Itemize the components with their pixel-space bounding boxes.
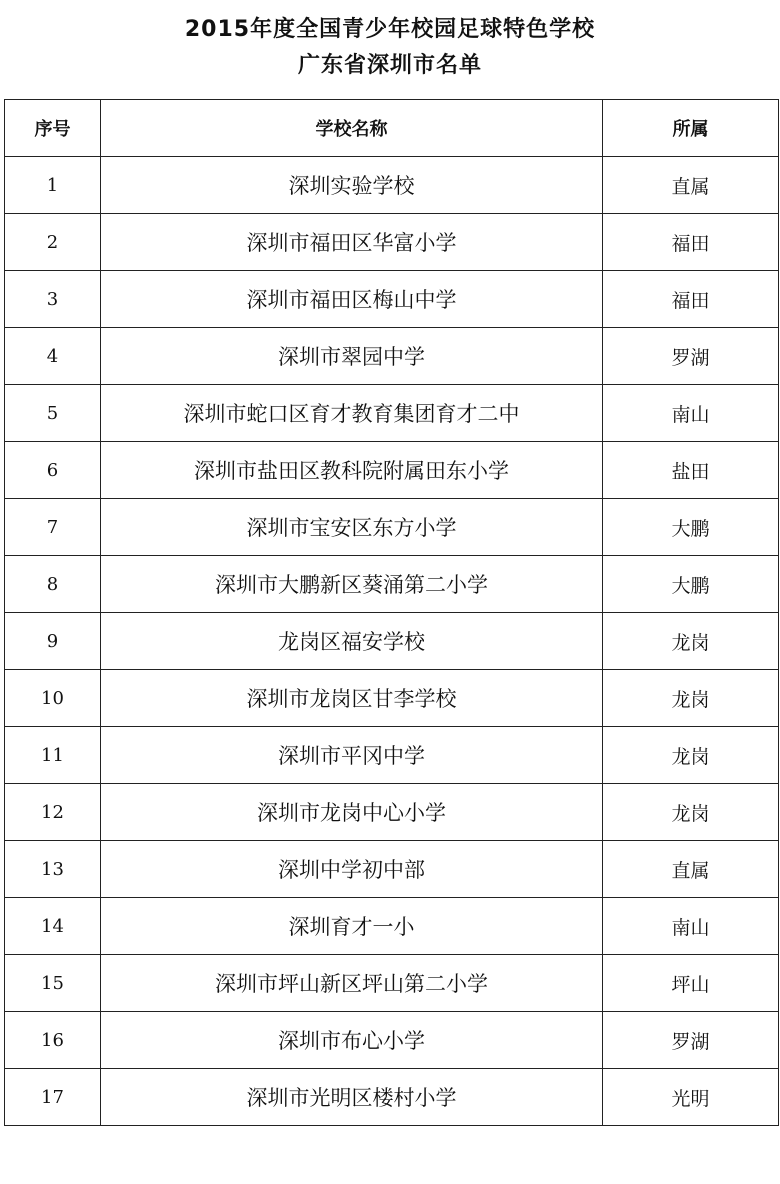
table-row (5, 898, 779, 955)
table-row (5, 214, 779, 271)
affiliation-cell: 罗湖 (603, 1012, 779, 1069)
school-name-cell: 深圳市龙岗区甘李学校 (101, 670, 603, 727)
serial-number-cell: 4 (5, 328, 101, 385)
school-name-cell: 深圳市大鹏新区葵涌第二小学 (101, 556, 603, 613)
affiliation-cell: 盐田 (603, 442, 779, 499)
table-row (5, 955, 779, 1012)
school-name-cell: 深圳实验学校 (101, 157, 603, 214)
affiliation-cell: 坪山 (603, 955, 779, 1012)
table-row (5, 727, 779, 784)
table-row (5, 613, 779, 670)
table-row (5, 670, 779, 727)
school-name-cell: 深圳市光明区楼村小学 (101, 1069, 603, 1126)
table-row (5, 784, 779, 841)
affiliation-cell: 龙岗 (603, 727, 779, 784)
school-name-cell: 深圳市蛇口区育才教育集团育才二中 (101, 385, 603, 442)
affiliation-cell: 直属 (603, 841, 779, 898)
school-name-cell: 深圳市福田区梅山中学 (101, 271, 603, 328)
school-name-cell: 深圳市平冈中学 (101, 727, 603, 784)
header-serial-number: 序号 (5, 100, 101, 157)
school-name-cell: 深圳育才一小 (101, 898, 603, 955)
table-row (5, 556, 779, 613)
affiliation-cell: 大鹏 (603, 556, 779, 613)
serial-number-cell: 15 (5, 955, 101, 1012)
title-line-2: 广东省深圳市名单 (297, 53, 482, 78)
table-row (5, 271, 779, 328)
table-row (5, 328, 779, 385)
table-row (5, 1012, 779, 1069)
school-name-cell: 深圳市宝安区东方小学 (101, 499, 603, 556)
table-row (5, 499, 779, 556)
table-row (5, 385, 779, 442)
school-roster-table (4, 99, 779, 1126)
affiliation-cell: 龙岗 (603, 613, 779, 670)
serial-number-cell: 6 (5, 442, 101, 499)
serial-number-cell: 8 (5, 556, 101, 613)
serial-number-cell: 14 (5, 898, 101, 955)
school-name-cell: 深圳市福田区华富小学 (101, 214, 603, 271)
affiliation-cell: 南山 (603, 385, 779, 442)
affiliation-cell: 龙岗 (603, 784, 779, 841)
table-header-row (5, 100, 779, 157)
affiliation-cell: 罗湖 (603, 328, 779, 385)
serial-number-cell: 5 (5, 385, 101, 442)
affiliation-cell: 福田 (603, 214, 779, 271)
school-name-cell: 深圳市翠园中学 (101, 328, 603, 385)
serial-number-cell: 1 (5, 157, 101, 214)
school-name-cell: 深圳市盐田区教科院附属田东小学 (101, 442, 603, 499)
table-row (5, 841, 779, 898)
serial-number-cell: 2 (5, 214, 101, 271)
school-name-cell: 深圳市龙岗中心小学 (101, 784, 603, 841)
header-affiliation: 所属 (603, 100, 779, 157)
serial-number-cell: 9 (5, 613, 101, 670)
affiliation-cell: 福田 (603, 271, 779, 328)
table-row (5, 157, 779, 214)
serial-number-cell: 17 (5, 1069, 101, 1126)
serial-number-cell: 13 (5, 841, 101, 898)
serial-number-cell: 12 (5, 784, 101, 841)
title-line-1: 2015年度全国青少年校园足球特色学校 (184, 17, 596, 42)
school-name-cell: 深圳中学初中部 (101, 841, 603, 898)
school-name-cell: 深圳市布心小学 (101, 1012, 603, 1069)
serial-number-cell: 7 (5, 499, 101, 556)
affiliation-cell: 光明 (603, 1069, 779, 1126)
header-school-name: 学校名称 (101, 100, 603, 157)
affiliation-cell: 大鹏 (603, 499, 779, 556)
serial-number-cell: 3 (5, 271, 101, 328)
serial-number-cell: 11 (5, 727, 101, 784)
serial-number-cell: 16 (5, 1012, 101, 1069)
table-body (5, 157, 779, 1126)
serial-number-cell: 10 (5, 670, 101, 727)
document-title (0, 12, 780, 84)
affiliation-cell: 南山 (603, 898, 779, 955)
table-row (5, 442, 779, 499)
affiliation-cell: 直属 (603, 157, 779, 214)
school-name-cell: 深圳市坪山新区坪山第二小学 (101, 955, 603, 1012)
affiliation-cell: 龙岗 (603, 670, 779, 727)
school-name-cell: 龙岗区福安学校 (101, 613, 603, 670)
table-row (5, 1069, 779, 1126)
